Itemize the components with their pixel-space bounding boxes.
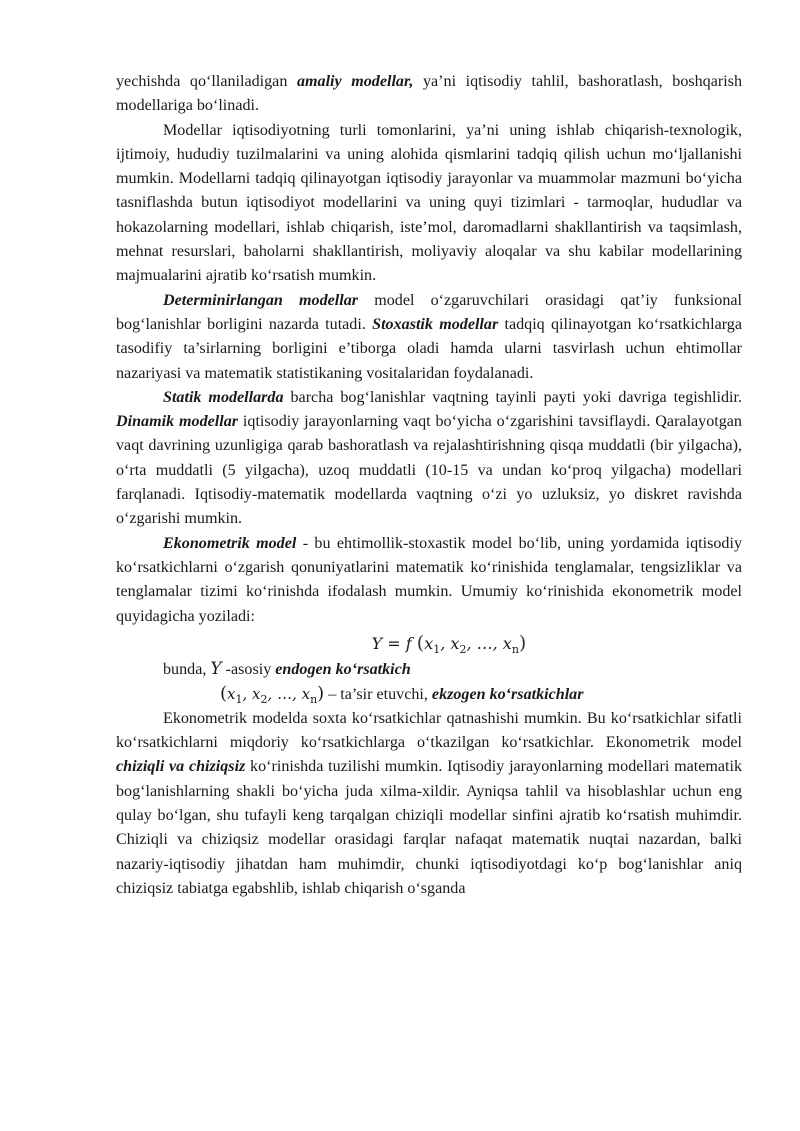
tuple-comma: , <box>242 684 253 703</box>
term-linear-nonlinear: chiziqli va chiziqsiz <box>116 758 246 776</box>
term-exogenous-indicators: ekzogen ko‘rsatkichlar <box>431 685 584 703</box>
formula-eq: = f <box>382 633 417 653</box>
definition-exogenous <box>116 681 742 707</box>
tuple-dots: … <box>277 684 293 703</box>
term-endogenous-indicator: endogen ko‘rsatkich <box>275 660 411 678</box>
tuple-open-paren: ( <box>220 682 228 704</box>
formula-lhs: Y <box>371 633 383 653</box>
formula-comma: , <box>492 633 503 653</box>
formula-sub: 2 <box>459 643 467 657</box>
text: barcha bog‘lanishlar vaqtning tayinli payti yoki davriga tegishlidir. <box>283 388 742 406</box>
formula-sub: n <box>511 643 519 657</box>
term-dynamic-models: Dinamik modellar <box>116 413 239 431</box>
formula-open-paren: ( <box>416 631 425 654</box>
text: iqtisodiy jarayonlarning vaqt bo‘yicha o‘zgarishini tavsiflaydi. Qaralayotgan vaqt davrining uzunligiga qarab bashoratlash va rejalashtirishning qisqa muddatli (bir yilgacha), o‘rta muddatli (5 yilgacha), uzoq muddatli (10-15 va undan ko‘proq yilgacha) modellari farqlanadi. Iqtisodiy-matematik modellarda vaqtning o‘zi yo uzluksiz, yo diskret ravishda o‘zgarishi mumkin. <box>116 413 742 528</box>
text: Ekonometrik modelda soxta ko‘rsatkichlar qatnashishi mumkin. Bu ko‘rsatkichlar sifatli ko‘rsatkichlarni miqdoriy ko‘rsatkichlarga o‘tkazilgan ko‘rsatkichlar. Ekonometrik model <box>116 709 742 752</box>
text: ya’ni iqtisodiy tahlil, bashoratlash, boshqarish modellariga bo‘linadi. <box>116 73 743 115</box>
tuple-expression <box>220 682 325 706</box>
formula-close-paren: ) <box>518 631 527 654</box>
paragraph-econometric-model <box>116 532 742 629</box>
tuple-close-paren: ) <box>317 682 325 704</box>
document-page <box>116 70 742 901</box>
formula-comma: , <box>440 633 451 653</box>
formula-comma: , <box>466 633 477 653</box>
text: bunda, <box>163 660 211 678</box>
tuple-comma: , <box>292 684 302 703</box>
tuple-sub: 2 <box>260 692 268 706</box>
tuple-x: x <box>301 684 311 703</box>
text: -asosiy <box>221 660 276 678</box>
tuple-comma: , <box>267 684 278 703</box>
term-static-models: Statik modellarda <box>163 388 284 406</box>
symbol-y: Y <box>210 658 222 679</box>
text: model o‘zgaruvchilari orasidagi qat’iy funksional bog‘lanishlar borligini nazarda tutadi. <box>116 291 742 333</box>
paragraph-deterministic-stochastic <box>116 289 742 386</box>
term-deterministic-models: Determinirlangan modellar <box>163 291 359 309</box>
term-econometric-model: Ekonometrik model <box>163 534 297 552</box>
text: yechishda qo‘llaniladigan <box>116 73 297 90</box>
econometric-formula <box>116 629 742 657</box>
paragraph-applied-models <box>116 70 742 119</box>
text: – ta’sir etuvchi, <box>324 685 432 703</box>
text: ko‘rinishda tuzilishi mumkin. Iqtisodiy jarayonlarning modellari matematik bog‘lanishlarning shakli bo‘yicha juda xilma-xildir. Ayniqsa tahlil va hisoblashlar uchun eng qulay bo‘lgan, shu tufayli keng tarqalgan chiziqli modellar sinfini ajratib ko‘rsatish muhimdir. Chiziqli va chiziqsiz modellar orasidagi farqlar nafaqat matematik nuqtai nazardan, balki nazariy-iqtisodiy jihatdan ham muhimdir, chunki iqtisodiyotdagi ko‘p bog‘lanishlar aniq chiziqsiz tabiatga egabshlib, ishlab chiqarish o‘sganda <box>116 758 742 897</box>
formula-x: x <box>502 633 512 653</box>
text: - bu ehtimollik-stoxastik model bo‘lib, uning yordamida iqtisodiy ko‘rsatkichlarni o‘zgarish qonuniyatlarini matematik ko‘rinishida tenglamalar, tengsizliklar va tenglamalar tizimi ko‘rinishda ifodalash mumkin. Umumiy ko‘rinishida ekonometrik model quyidagicha yoziladi: <box>116 534 742 625</box>
term-applied-models: amaliy modellar, <box>296 73 414 90</box>
formula-dots: … <box>476 633 493 653</box>
paragraph-linear-nonlinear <box>116 707 742 901</box>
formula-x: x <box>424 633 434 653</box>
formula-x: x <box>450 633 460 653</box>
tuple-x: x <box>252 684 261 703</box>
formula-sub: 1 <box>433 643 441 657</box>
tuple-x: x <box>227 684 236 703</box>
tuple-sub: n <box>310 692 318 706</box>
paragraph-static-dynamic <box>116 386 742 532</box>
term-stochastic-models: Stoxastik modellar <box>372 315 499 333</box>
definition-endogenous <box>116 657 742 681</box>
tuple-sub: 1 <box>235 692 243 706</box>
text: tadqiq qilinayotgan ko‘rsatkichlarga tasodifiy ta’sirlarning borligini e’tiborga oladi hamda ularni tasvirlash uchun ehtimollar nazariyasi va matematik statistikaning vositalaridan foydalanadi. <box>116 315 742 382</box>
paragraph-model-types: Modellar iqtisodiyotning turli tomonlarini, ya’ni uning ishlab chiqarish-texnologik, ijtimoiy, hududiy tuzilmalarini va uning alohida qismlarini tadqiq qilish uchun mo‘ljallanishi mumkin. Modellarni tadqiq qilinayotgan iqtisodiy jarayonlar va muammolar mazmuni bo‘yicha tasniflashda butun iqtisodiyot modellarini va uning quyi tizimlari - tarmoqlar, hududlar va hokazolarning modellari, ishlab chiqarish, iste’mol, daromadlarni shakllantirish va taqsimlash, mehnat resurslari, baholarni shakllantirish, moliyaviy aloqalar va shu kabilar modellarining majmualarini ajratib ko‘rsatish mumkin. <box>116 121 742 285</box>
